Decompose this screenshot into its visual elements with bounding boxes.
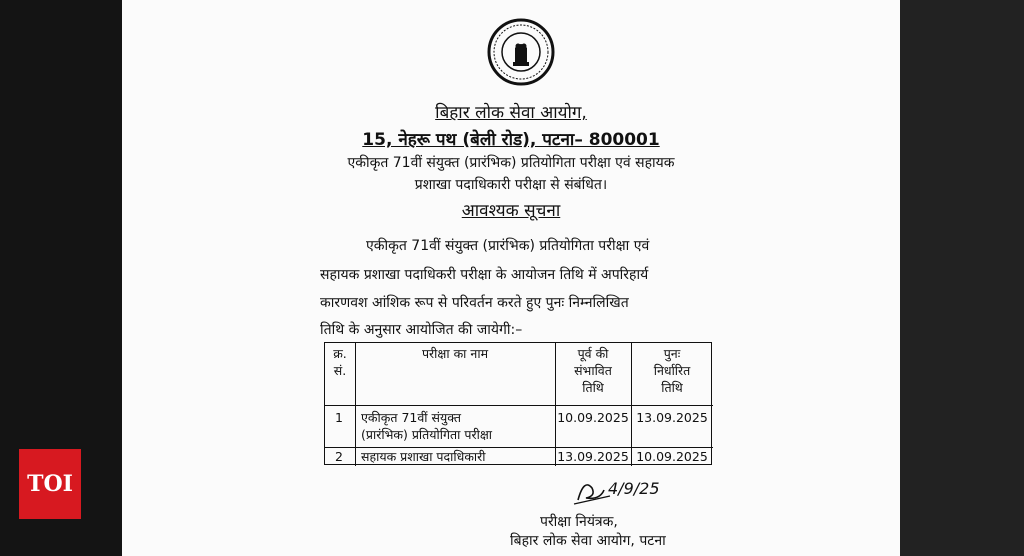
notice-body-line: एकीकृत 71वीं संयुक्त (प्रारंभिक) प्रतियोगिता परीक्षा एवं [366,238,650,254]
signatory-office: बिहार लोक सेवा आयोग, पटना [510,533,666,549]
row-1-exam-name [361,409,492,443]
header-new-date-line: निर्धारित [653,363,691,378]
header-new-date-line: तिथि [661,380,683,395]
header-previous-date [555,345,631,396]
header-serial [325,345,355,379]
subject-line-1: एकीकृत 71वीं संयुक्त (प्रारंभिक) प्रतियोगिता परीक्षा एवं सहायक [347,155,675,171]
notice-title: आवश्यक सूचना [461,201,561,221]
commission-address: 15, नेहरू पथ (बेली रोड), पटना– 800001 [362,130,660,150]
row-1-previous-date: 10.09.2025 [557,410,629,425]
row-2-new-date: 10.09.2025 [636,449,708,464]
notice-body-line: सहायक प्रशाखा पदाधिकरी परीक्षा के आयोजन तिथि में अपरिहार्य [320,267,649,283]
notice-body-line: कारणवश आंशिक रूप से परिवर्तन करते हुए पुनः निम्नलिखित [320,295,629,311]
row-2-exam-name: सहायक प्रशाखा पदाधिकारी [361,449,486,464]
header-previous-date-line: संभावित [574,363,612,378]
header-new-date-line: पुनः [663,346,681,361]
header-exam-name: परीक्षा का नाम [421,346,489,361]
signatory-designation: परीक्षा नियंत्रक, [540,514,618,530]
header-serial-line: क्र. [333,346,347,361]
commission-name: बिहार लोक सेवा आयोग, [435,103,587,123]
signature [570,470,680,510]
notice-document [122,0,900,556]
schedule-table [324,342,712,465]
row-2-previous-date: 13.09.2025 [557,449,629,464]
signature-date: 4/9/25 [608,479,660,498]
row-1-exam-name-line: (प्रारंभिक) प्रतियोगिता परीक्षा [361,427,493,442]
right-backdrop [900,0,1024,556]
toi-logo [19,449,81,519]
bpsc-emblem-icon [487,18,555,86]
row-1-exam-name-line: एकीकृत 71वीं संयुक्त [361,410,462,425]
row-2-serial: 2 [335,449,343,464]
header-previous-date-line: तिथि [582,380,604,395]
header-serial-line: सं. [333,363,347,378]
toi-logo-text: TOI [27,471,73,497]
row-1-serial: 1 [335,410,343,425]
row-1-new-date: 13.09.2025 [636,410,708,425]
header-previous-date-line: पूर्व की [577,346,609,361]
header-new-date [631,345,713,396]
table-divider [325,405,713,406]
notice-body-line: तिथि के अनुसार आयोजित की जायेगी:– [320,322,523,338]
subject-line-2: प्रशाखा पदाधिकारी परीक्षा से संबंधित। [414,177,608,193]
